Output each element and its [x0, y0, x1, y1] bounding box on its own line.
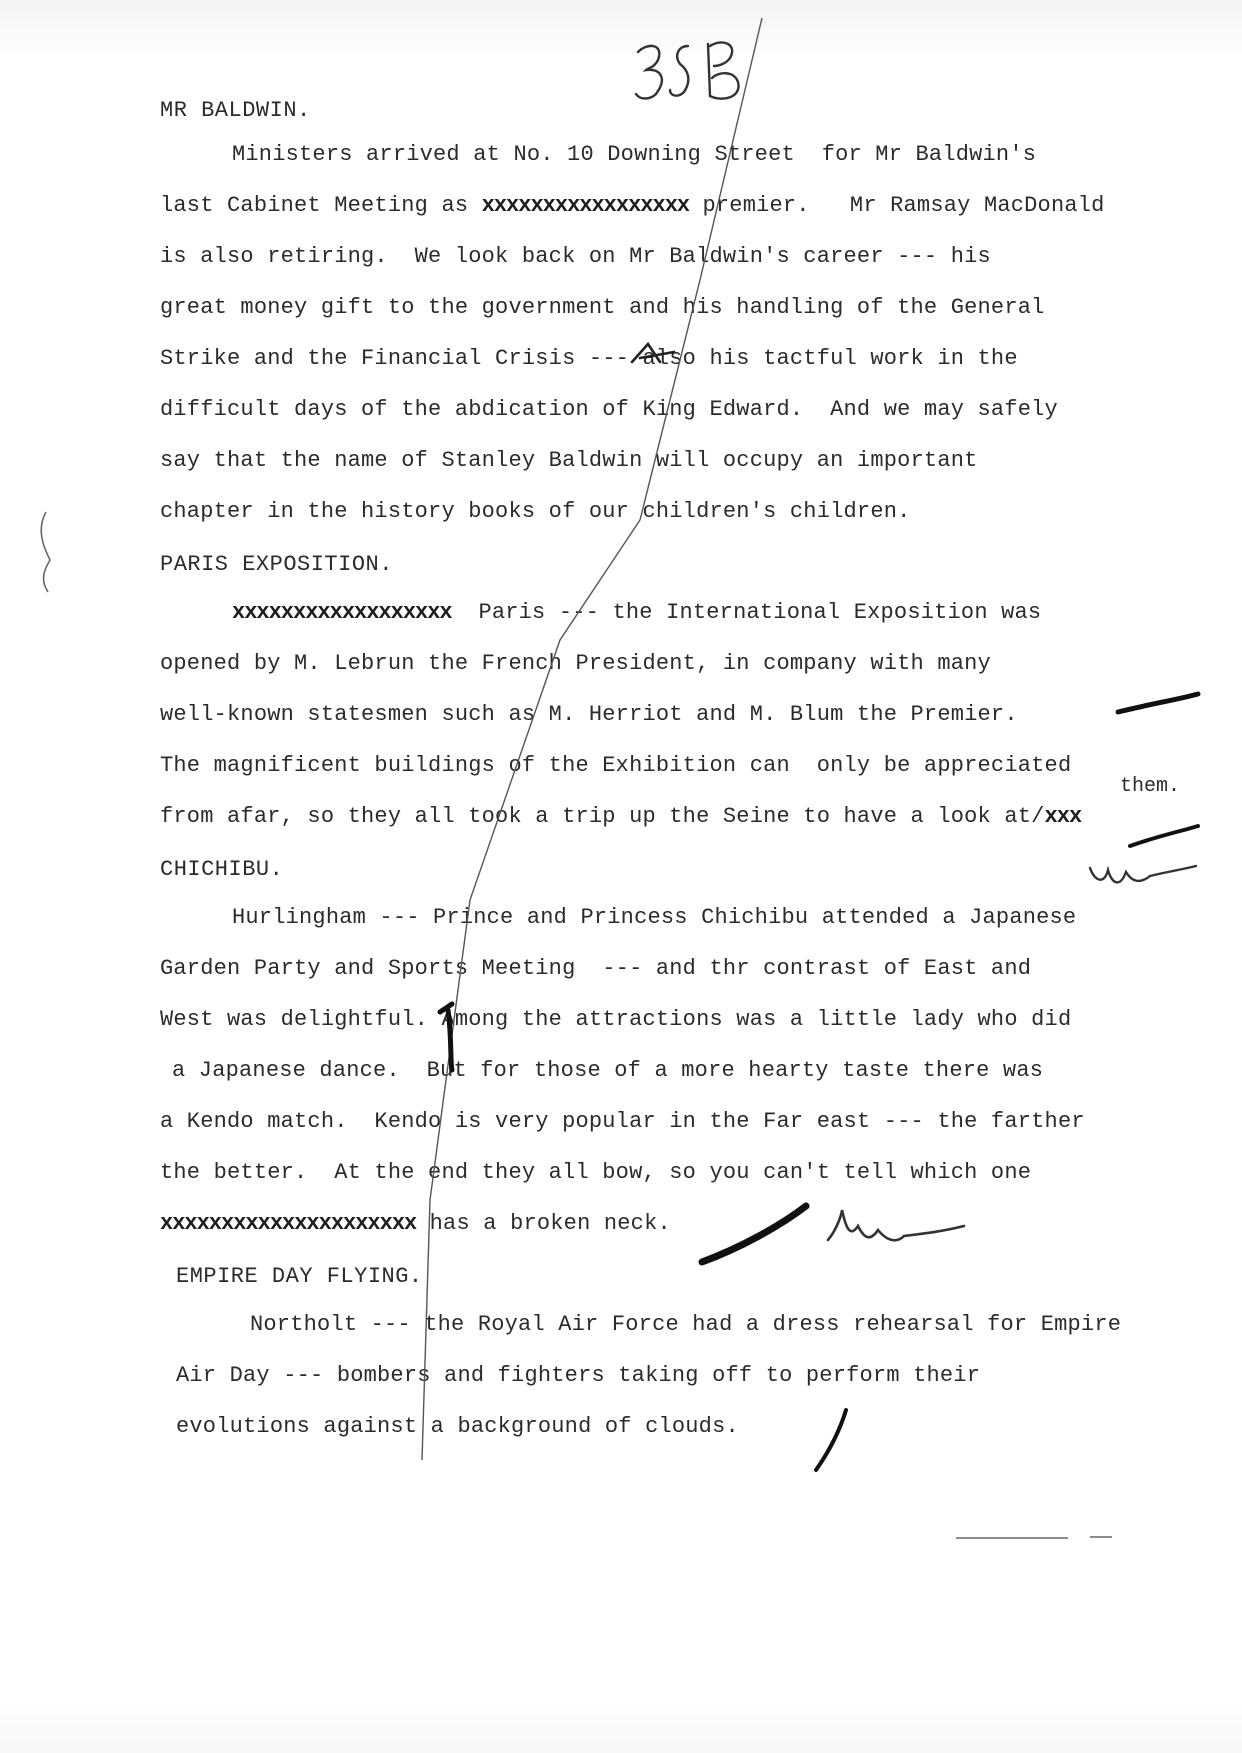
body-line: Garden Party and Sports Meeting --- and thr contrast of East and: [160, 956, 1032, 981]
pen-stroke-mark: [1130, 826, 1198, 846]
body-line: say that the name of Stanley Baldwin will occupy an important: [160, 448, 978, 473]
heading-paris-exposition: PARIS EXPOSITION.: [160, 552, 393, 577]
body-line-with-strike: xxxxxxxxxxxxxxxxxx Paris --- the International Exposition was: [232, 600, 1042, 625]
margin-bracket: [41, 512, 50, 592]
heading-empire-day-flying: EMPIRE DAY FLYING.: [176, 1264, 423, 1289]
body-line: a Japanese dance. But for those of a more hearty taste there was: [172, 1058, 1044, 1083]
body-line: opened by M. Lebrun the French President, in company with many: [160, 651, 991, 676]
heading-mr-baldwin: MR BALDWIN.: [160, 98, 311, 123]
body-line: Hurlingham --- Prince and Princess Chichibu attended a Japanese: [232, 905, 1077, 930]
handwritten-initials: [828, 1210, 964, 1240]
body-line: the better. At the end they all bow, so you can't tell which one: [160, 1160, 1032, 1185]
pen-stroke-mark: [702, 1206, 806, 1262]
struck-through-text: xxx: [1044, 804, 1082, 829]
bottom-rule: [956, 1537, 1112, 1538]
body-line-with-strike: xxxxxxxxxxxxxxxxxxxxx has a broken neck.: [160, 1211, 671, 1236]
handwritten-initials: [1090, 866, 1196, 882]
body-line: The magnificent buildings of the Exhibition can only be appreciated: [160, 753, 1072, 778]
body-line: well-known statesmen such as M. Herriot and M. Blum the Premier.: [160, 702, 1018, 727]
struck-through-text: xxxxxxxxxxxxxxxxxxxxx: [160, 1211, 417, 1236]
pencil-guide-line: [422, 18, 762, 1460]
body-line: West was delightful. Among the attractions was a little lady who did: [160, 1007, 1072, 1032]
handwritten-page-number: [630, 38, 760, 108]
pen-stroke-mark: [816, 1410, 846, 1470]
pen-stroke-mark: [1118, 694, 1198, 712]
body-line: Ministers arrived at No. 10 Downing Street for Mr Baldwin's: [232, 142, 1037, 167]
body-line: chapter in the history books of our children's children.: [160, 499, 911, 524]
body-line: a Kendo match. Kendo is very popular in the Far east --- the farther: [160, 1109, 1085, 1134]
body-line: Northolt --- the Royal Air Force had a dress rehearsal for Empire: [250, 1312, 1122, 1337]
body-line: is also retiring. We look back on Mr Baldwin's career --- his: [160, 244, 991, 269]
struck-through-text: xxxxxxxxxxxxxxxxx: [481, 193, 690, 218]
body-line-with-strike: last Cabinet Meeting as xxxxxxxxxxxxxxxxx premier. Mr Ramsay MacDonald: [160, 193, 1105, 218]
struck-through-text: xxxxxxxxxxxxxxxxxx: [232, 600, 452, 625]
body-line: great money gift to the government and his handling of the General: [160, 295, 1045, 320]
body-line-with-strike: from afar, so they all took a trip up the Seine to have a look at/xxx: [160, 804, 1082, 829]
body-line: difficult days of the abdication of King Edward. And we may safely: [160, 397, 1058, 422]
body-line: Strike and the Financial Crisis --- also his tactful work in the: [160, 346, 1018, 371]
body-line: Air Day --- bombers and fighters taking off to perform their: [176, 1363, 981, 1388]
typed-insertion: them.: [1120, 775, 1181, 798]
body-line: evolutions against a background of clouds.: [176, 1414, 739, 1439]
heading-chichibu: CHICHIBU.: [160, 857, 284, 882]
